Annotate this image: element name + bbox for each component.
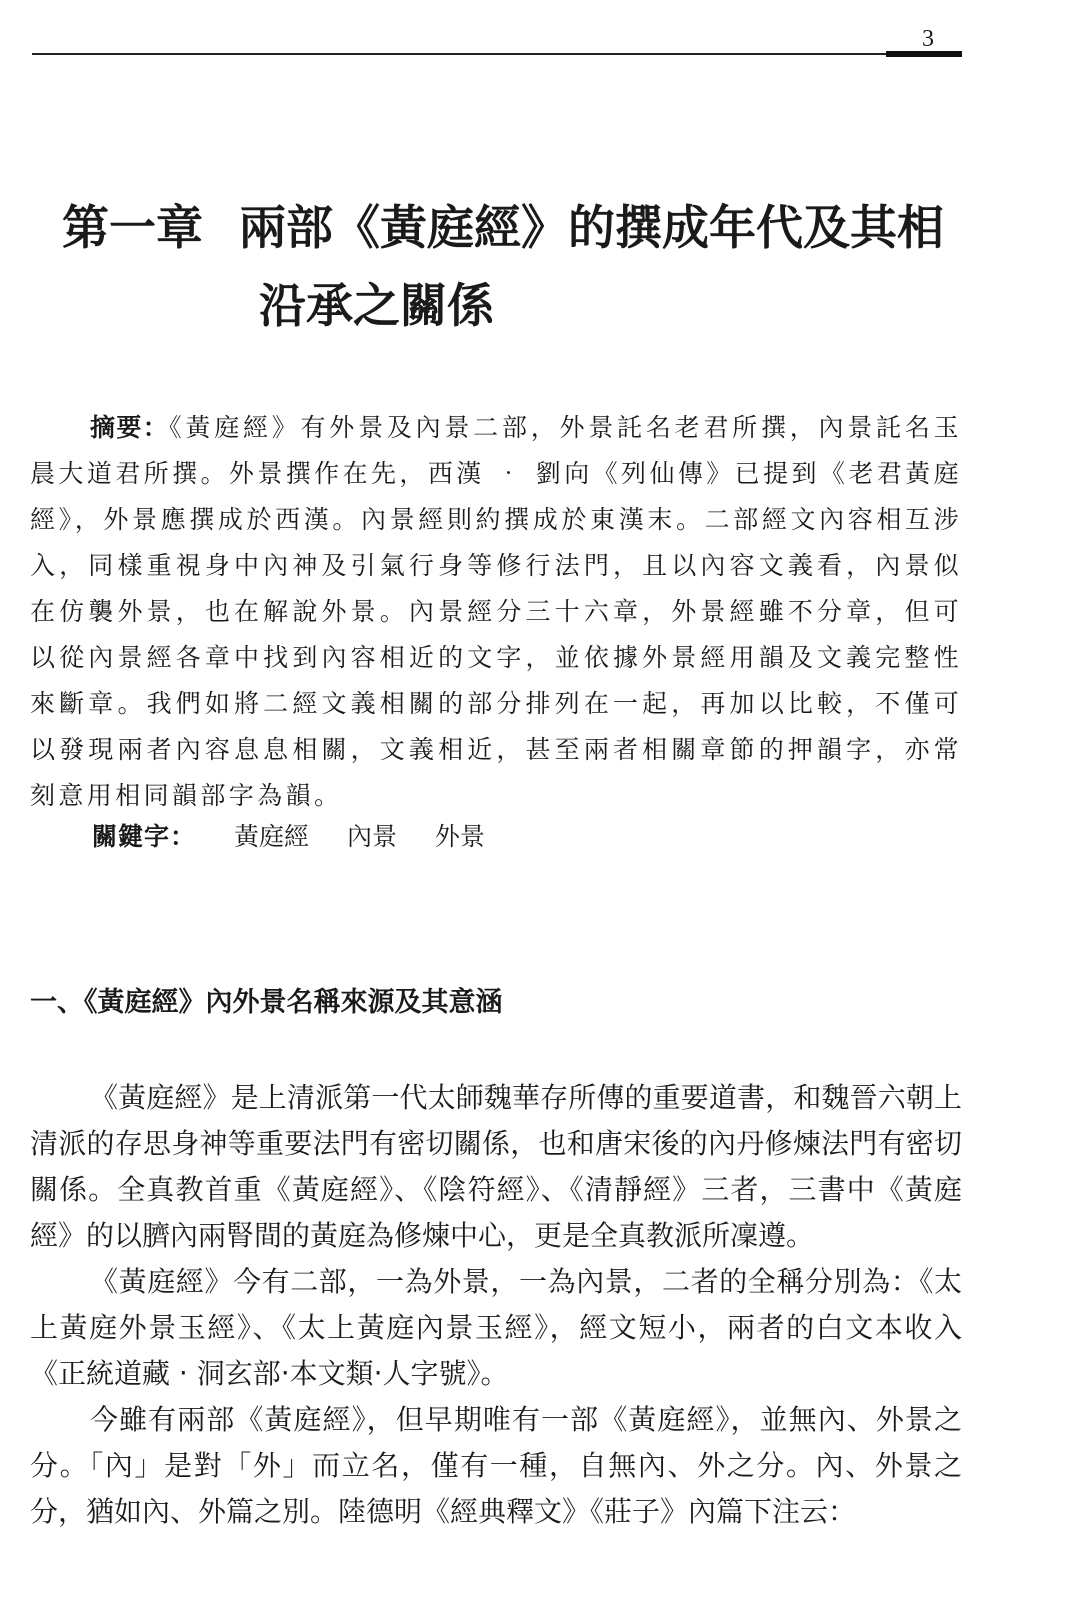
chapter-title-line1: 兩部《黃庭經》的撰成年代及其相 — [239, 201, 944, 256]
abstract-label: 摘要： — [90, 413, 170, 442]
body-paragraph: 《黃庭經》今有二部，一為外景，一為內景，二者的全稱分別為：《太上黃庭外景玉經》、《太上黃庭內景玉經》，經文短小，兩者的白文本收入《正統道藏 ‧ 洞玄部‧本文類‧人字號》。 — [30, 1265, 962, 1390]
abstract — [30, 405, 962, 819]
keyword-item: 黃庭經 — [233, 822, 309, 851]
abstract-text: 《黃庭經》有外景及內景二部，外景託名老君所撰，內景託名玉晨大道君所撰。外景撰作在先，西漢 ‧ 劉向《列仙傳》已提到《老君黃庭經》，外景應撰成於西漢。內景經則約撰成於東漢末。二部經文內容相互涉入，同樣重視身中內神及引氣行身等修行法門，且以內容文義看，內景似在仿襲外景，也在解說外景。內景經分三十六章，外景經雖不分章，但可以從內景經各章中找到內容相近的文字，並依據外景經用韻及文義完整性來斷章。我們如將二經文義相關的部分排列在一起，再加以比較，不僅可以發現兩者內容息息相關，文義相近，甚至兩者相關章節的押韻字，亦常刻意用相同韻部字為韻。 — [30, 413, 962, 810]
keywords-label: 關鍵字： — [92, 822, 197, 851]
keyword-item: 內景 — [346, 822, 397, 851]
section-heading: 一、《黃庭經》內外景名稱來源及其意涵 — [30, 987, 503, 1018]
chapter-title — [62, 190, 982, 346]
body-paragraph: 《黃庭經》是上清派第一代太師魏華存所傳的重要道書，和魏晉六朝上清派的存思身神等重要法門有密切關係，也和唐宋後的內丹修煉法門有密切關係。全真教首重《黃庭經》、《陰符經》、《清靜經》三者，三書中《黃庭經》的以臍內兩腎間的黃庭為修煉中心，更是全真教派所凜遵。 — [30, 1081, 962, 1252]
keyword-item: 外景 — [434, 822, 485, 851]
header-rule — [32, 53, 962, 55]
body-paragraph: 今雖有兩部《黃庭經》，但早期唯有一部《黃庭經》，並無內、外景之分。「內」是對「外」而立名，僅有一種，自無內、外之分。內、外景之分，猶如內、外篇之別。陸德明《經典釋文》《莊子》內篇下注云： — [30, 1403, 962, 1528]
chapter-title-line2: 沿承之關係 — [259, 279, 494, 334]
page-number: 3 — [922, 26, 934, 52]
keywords — [92, 817, 485, 853]
chapter-label: 第一章 — [62, 201, 203, 256]
